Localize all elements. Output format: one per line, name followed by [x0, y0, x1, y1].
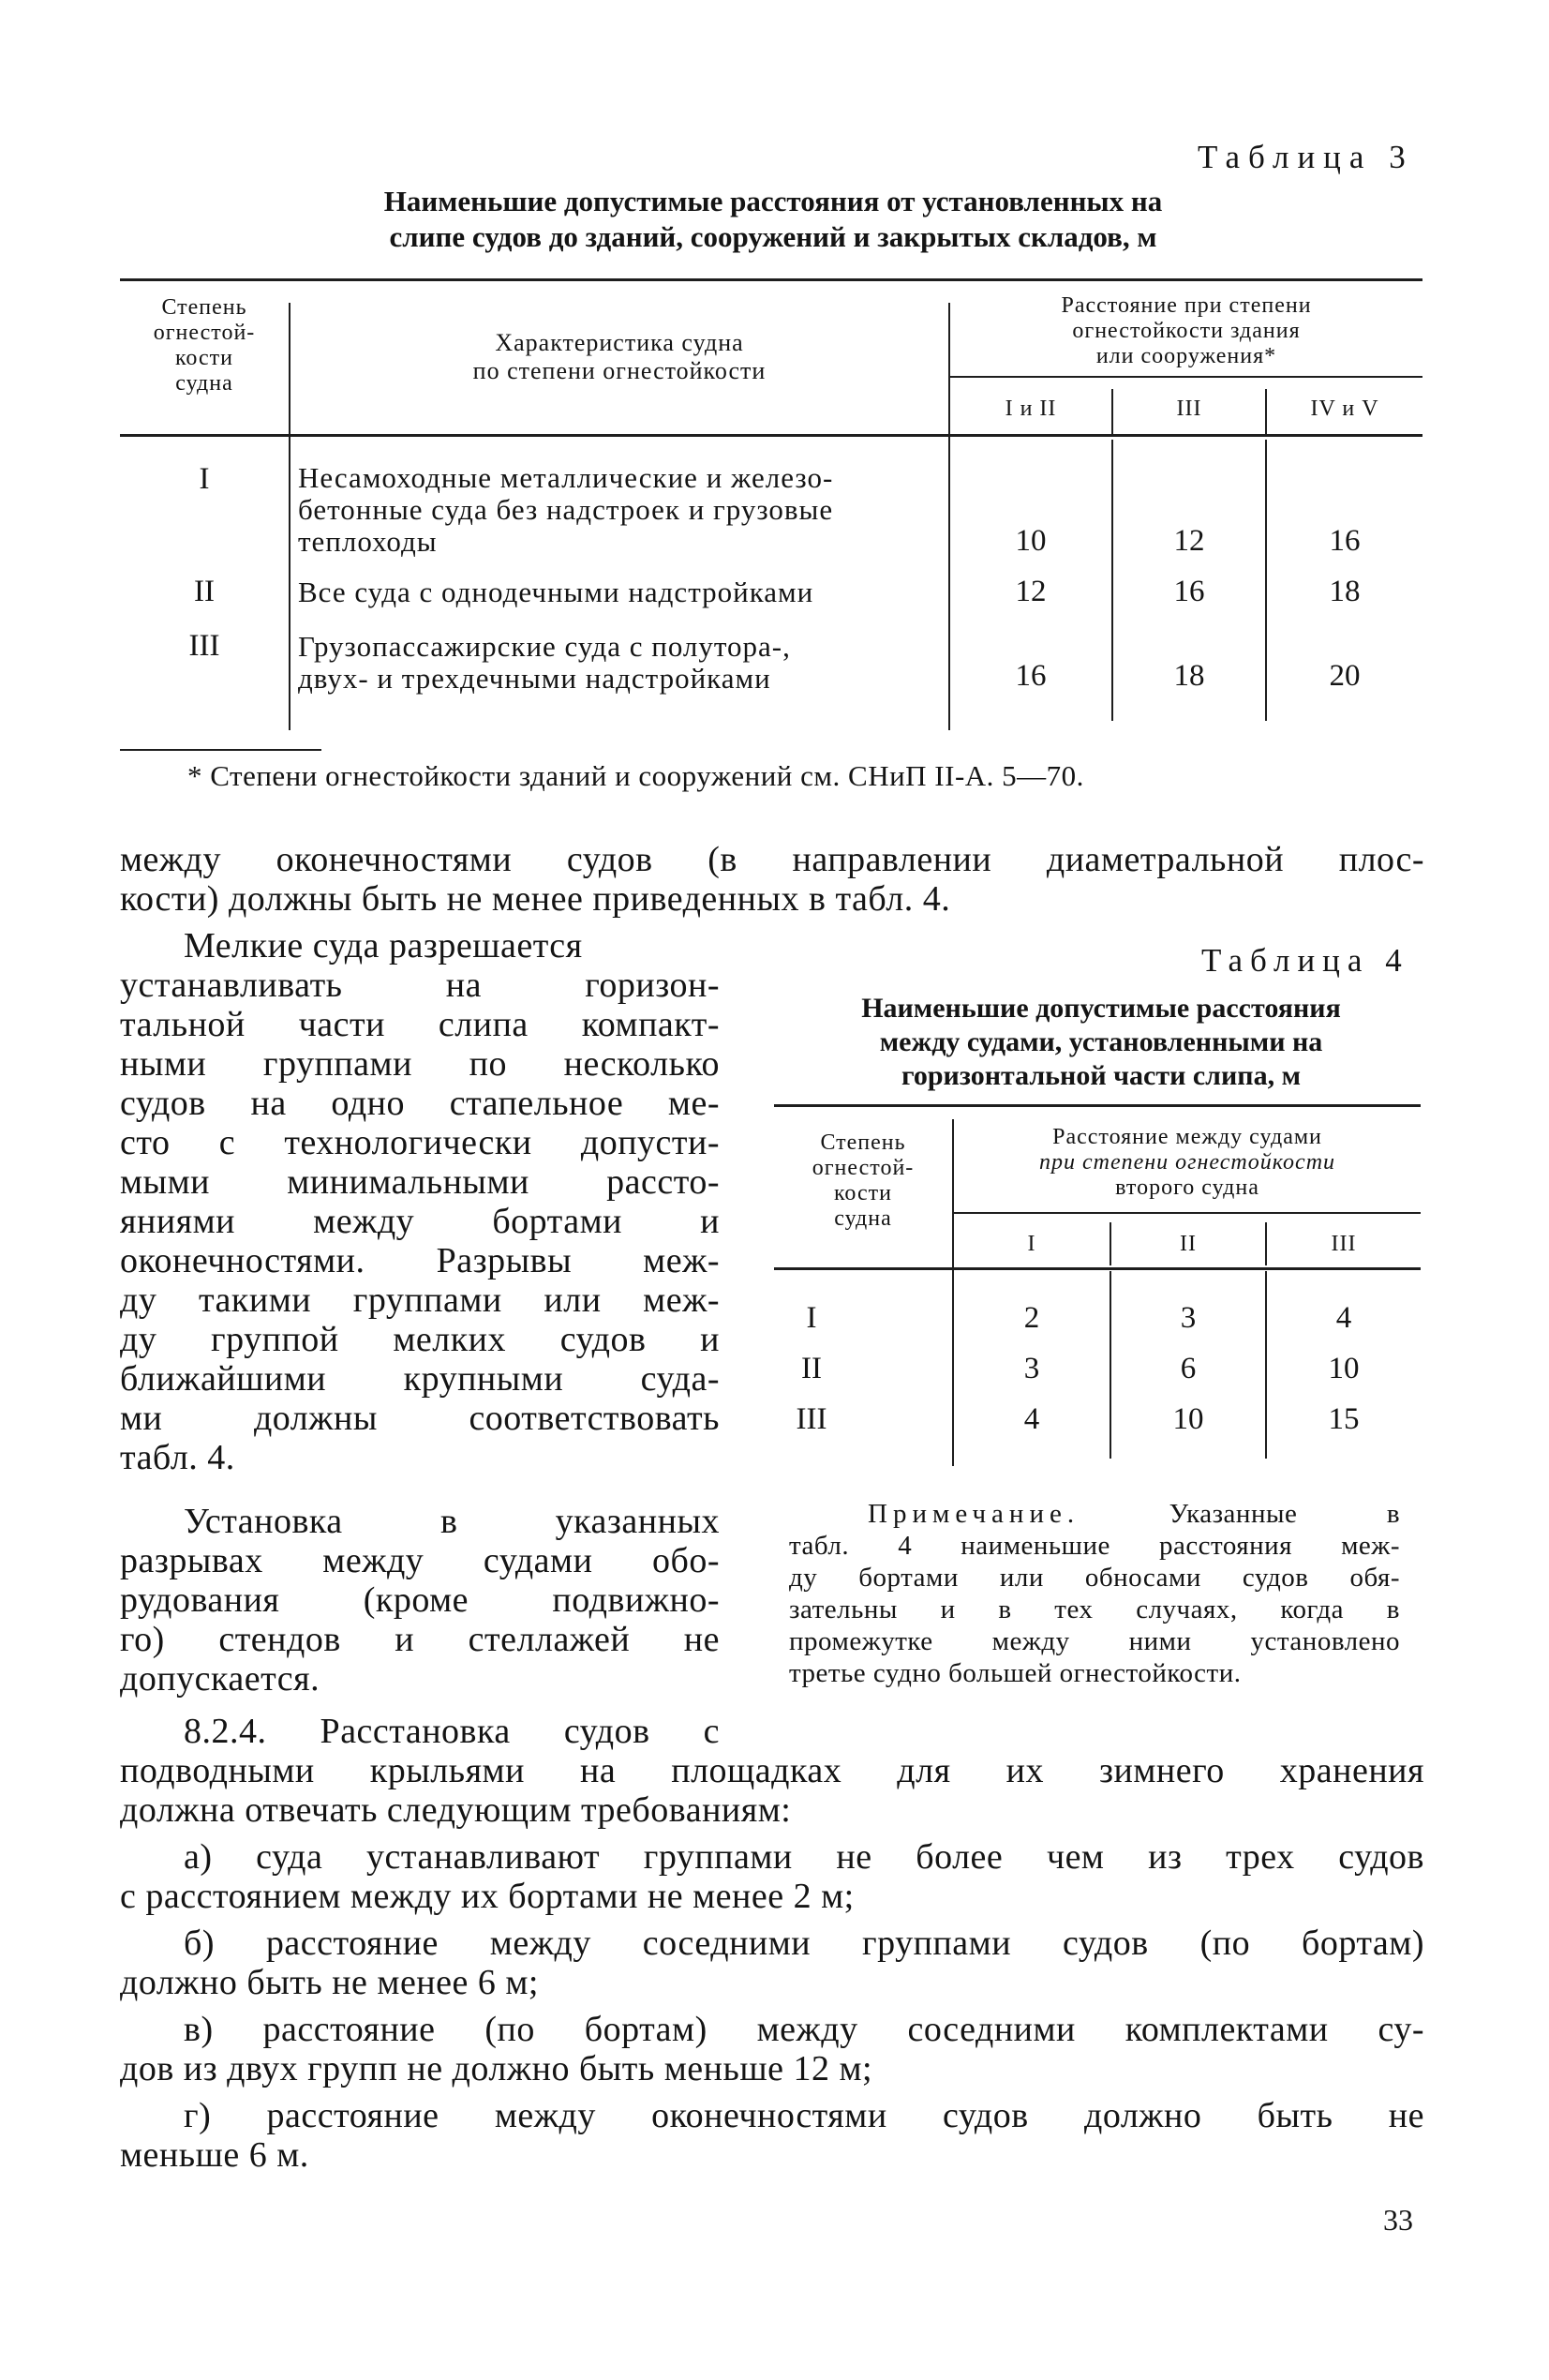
note-text: Указанные в — [1169, 1499, 1401, 1529]
note-label: Примечание. — [868, 1499, 1080, 1529]
table4-head-distance-group — [954, 1125, 1421, 1201]
text-line: ду такими группами или меж- — [120, 1280, 720, 1320]
table4-value: 3 — [1023, 1352, 1040, 1385]
item-v — [120, 2010, 1424, 2088]
text-line: дов из двух групп не должно быть меньше 12 м; — [120, 2049, 873, 2088]
table3-row-degree: III — [188, 629, 220, 663]
desc-line: Грузопассажирские суда с полутора-, — [298, 630, 791, 663]
text-line: допускается. — [120, 1659, 320, 1699]
text-line: должно быть не менее 6 м; — [120, 1963, 539, 2002]
table3 — [120, 275, 1424, 757]
table4-head-rule — [774, 1267, 1421, 1270]
text-line: ближайшими крупными суда- — [120, 1359, 720, 1399]
text-line: с расстоянием между их бортами не менее 2 м; — [120, 1877, 855, 1916]
table4-value: 6 — [1180, 1352, 1197, 1385]
text-line: ду группой мелких судов и — [120, 1320, 720, 1359]
desc-line: бетонные суда без надстроек и грузовые — [298, 493, 834, 526]
head-line: при степени огнестойкости — [1038, 1150, 1336, 1175]
table4-subhead: III — [1331, 1232, 1357, 1256]
paragraph-4-start — [120, 1712, 720, 1751]
text-line: ми должны соответствовать — [120, 1399, 720, 1438]
head-line: кости — [833, 1181, 893, 1205]
table4-title — [768, 992, 1434, 1093]
item-g — [120, 2096, 1424, 2175]
text-line: а) суда устанавливают группами не более чем из трех судов — [184, 1837, 1424, 1877]
text-line: ными группами по несколько — [120, 1044, 720, 1084]
head-line: Степень — [820, 1130, 906, 1155]
table4-row-degree: III — [796, 1402, 827, 1436]
head-line: судна — [834, 1206, 892, 1231]
head-line: кости — [174, 346, 234, 370]
table4-head-degree — [774, 1130, 952, 1232]
table3-head-characteristic — [290, 329, 948, 385]
text-line: подводными крыльями на площадках для их зимнего хранения — [120, 1751, 1424, 1790]
table3-title-line: слипе судов до зданий, сооружений и закрытых складов, м — [389, 220, 1157, 253]
text-line: судов на одно стапельное ме- — [120, 1084, 720, 1123]
head-line: или сооружения* — [1095, 344, 1277, 368]
text-line: между оконечностями судов (в направлении диаметральной плос- — [120, 840, 1424, 879]
table3-caption: Таблица 3 — [1198, 139, 1414, 175]
table3-head-degree — [120, 295, 289, 397]
table4-subhead: I — [1027, 1232, 1036, 1256]
text-line: г) расстояние между оконечностями судов должно быть не — [184, 2096, 1424, 2135]
desc-line: Все суда с однодечными надстройками — [298, 576, 814, 608]
table4 — [774, 1102, 1422, 1477]
text-line: табл. 4. — [120, 1438, 235, 1477]
table4-value: 10 — [1328, 1352, 1360, 1385]
text-line: го) стендов и стеллажей не — [120, 1620, 720, 1659]
text-line: Установка в указанных — [184, 1502, 720, 1541]
text-line: мыми минимальными рассто- — [120, 1162, 720, 1202]
text-line: меньше 6 м. — [120, 2135, 309, 2175]
table3-value: 16 — [1329, 524, 1361, 558]
table3-value: 16 — [1015, 659, 1047, 693]
desc-line: Несамоходные металлические и железо- — [298, 461, 834, 494]
table4-title-line: горизонтальной части слипа, м — [901, 1060, 1302, 1091]
table4-note — [789, 1498, 1400, 1689]
table3-head-rule — [120, 434, 1422, 437]
table4-row-degree: I — [806, 1301, 817, 1335]
table4-title-line: между судами, установленными на — [879, 1026, 1323, 1057]
desc-line: теплоходы — [298, 525, 438, 558]
item-a — [120, 1837, 1424, 1916]
table3-row-desc — [298, 462, 954, 558]
item-b — [120, 1923, 1424, 2002]
text-line: сто с технологически допусти- — [120, 1123, 720, 1162]
text-line: б) расстояние между соседними группами судов (по бортам) — [184, 1923, 1424, 1963]
table4-value: 15 — [1328, 1402, 1360, 1436]
text-line: тальной части слипа компакт- — [120, 1005, 720, 1044]
head-line: огнестойкости здания — [1072, 319, 1301, 343]
table3-row-degree: II — [194, 575, 215, 608]
note-line: табл. 4 наименьшие расстояния меж- — [789, 1531, 1400, 1561]
table3-value: 12 — [1015, 575, 1047, 608]
table3-head-distance-group — [950, 293, 1422, 369]
head-line: судна — [175, 371, 233, 396]
note-first-line — [789, 1498, 1400, 1530]
head-line: Расстояние между судами — [1052, 1125, 1322, 1149]
table3-subhead: I и II — [1005, 397, 1057, 421]
head-line: по степени огнестойкости — [472, 357, 767, 384]
table3-top-rule — [120, 278, 1422, 281]
table4-value: 4 — [1335, 1301, 1352, 1335]
table4-value: 10 — [1172, 1402, 1204, 1436]
table4-group-rule — [954, 1212, 1421, 1214]
text-line: яниями между бортами и — [120, 1202, 720, 1241]
text-line: в) расстояние (по бортам) между соседними комплектами су- — [184, 2010, 1424, 2049]
head-line: Характеристика судна — [495, 329, 744, 356]
note-line: ду бортами или обносами судов обя- — [789, 1563, 1400, 1593]
table3-value: 18 — [1173, 659, 1205, 693]
head-line: второго судна — [1115, 1175, 1259, 1200]
paragraph-4-rest — [120, 1751, 1424, 1830]
table3-row-desc — [298, 631, 954, 695]
table3-footnote: * Степени огнестойкости зданий и сооружений см. СНиП II-А. 5—70. — [187, 759, 1084, 792]
table3-subhead: III — [1176, 397, 1202, 421]
note-line: третье судно большей огнестойкости. — [789, 1658, 1242, 1688]
table4-row-degree: II — [801, 1352, 822, 1385]
table4-title-line: Наименьшие допустимые расстояния — [861, 993, 1341, 1024]
desc-line: двух- и трехдечными надстройками — [298, 662, 771, 695]
text-line: должна отвечать следующим требованиям: — [120, 1790, 792, 1830]
table3-value: 20 — [1329, 659, 1361, 693]
text-line: оконечностями. Разрывы меж- — [120, 1241, 720, 1280]
table3-row-degree: I — [199, 462, 210, 496]
paragraph-3 — [120, 1502, 720, 1699]
paragraph-2 — [120, 926, 720, 1477]
table4-top-rule — [774, 1104, 1421, 1107]
text-line: 8.2.4. Расстановка судов с — [184, 1712, 720, 1751]
table4-caption: Таблица 4 — [1201, 942, 1409, 979]
table3-group-rule — [950, 376, 1422, 378]
table4-subhead: II — [1180, 1232, 1197, 1256]
table4-value: 3 — [1180, 1301, 1197, 1335]
note-line: зательны и в тех случаях, когда в — [789, 1594, 1400, 1624]
text-line: Мелкие суда разрешается — [184, 926, 583, 965]
note-line: промежутке между ними установлено — [789, 1626, 1400, 1656]
table3-title — [262, 184, 1284, 255]
table3-value: 10 — [1015, 524, 1047, 558]
table3-value: 12 — [1173, 524, 1205, 558]
table4-value: 4 — [1023, 1402, 1040, 1436]
head-line: Расстояние при степени — [1061, 293, 1312, 318]
text-line: разрывах между судами обо- — [120, 1541, 720, 1580]
table3-row-desc — [298, 576, 954, 608]
table3-title-line: Наименьшие допустимые расстояния от установленных на — [383, 185, 1163, 217]
text-line: устанавливать на горизон- — [120, 965, 720, 1005]
page-number: 33 — [1383, 2203, 1413, 2237]
text-line: кости) должны быть не менее приведенных в табл. 4. — [120, 879, 951, 919]
table3-value: 18 — [1329, 575, 1361, 608]
table3-footnote-rule — [120, 749, 321, 751]
table3-value: 16 — [1173, 575, 1205, 608]
table4-value: 2 — [1023, 1301, 1040, 1335]
head-line: огнестой- — [812, 1156, 915, 1180]
text-line: рудования (кроме подвижно- — [120, 1580, 720, 1620]
head-line: огнестой- — [153, 321, 256, 345]
head-line: Степень — [161, 295, 247, 320]
table3-subhead: IV и V — [1310, 397, 1379, 421]
paragraph-1 — [120, 840, 1424, 919]
